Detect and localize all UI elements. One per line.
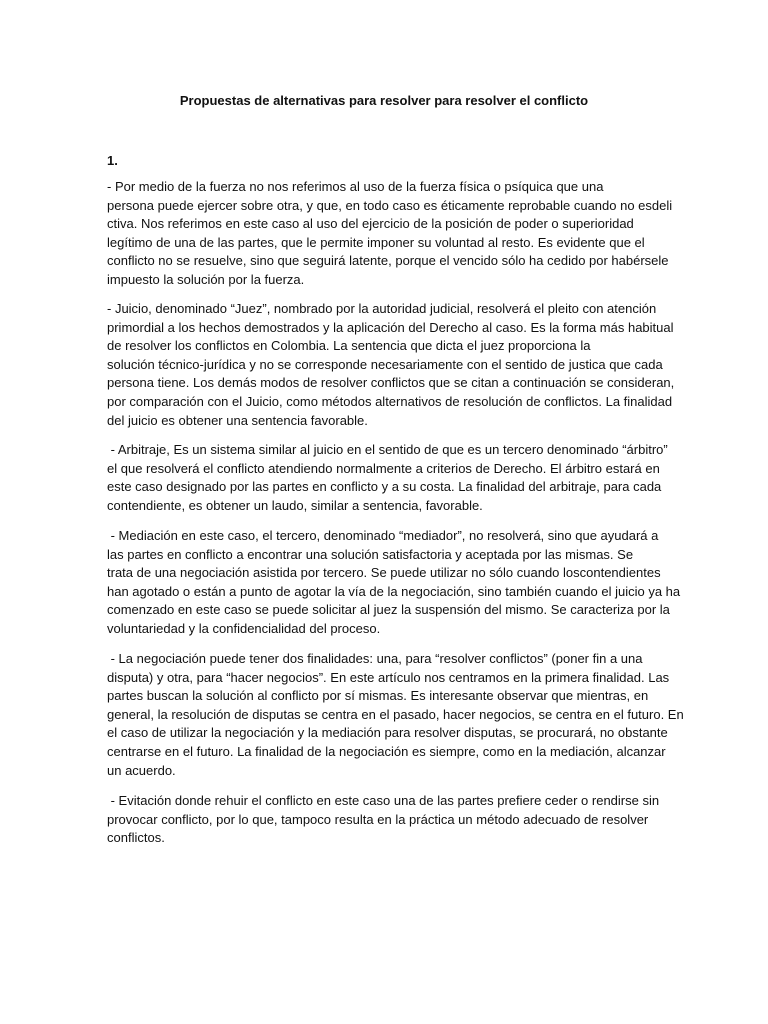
paragraph-line: persona puede ejercer sobre otra, y que, en todo caso es éticamente reprobable cuando no esdeli xyxy=(107,197,673,213)
paragraph-line: solución técnico-jurídica y no se corresponde necesariamente con el sentido de justica que cada xyxy=(107,356,663,372)
paragraph-line: el caso de utilizar la negociación y la mediación para resolver disputas, se procurará, no obstante xyxy=(107,725,668,741)
paragraph-line: comenzado en este caso se puede solicitar al juez la suspensión del mismo. Se caracteriza por la xyxy=(107,602,670,618)
document-title: Propuestas de alternativas para resolver para resolver el conflicto xyxy=(179,93,589,108)
paragraph-line: ctiva. Nos referimos en este caso al uso del ejercicio de la posición de poder o superioridad xyxy=(107,216,634,232)
paragraph-line: - Por medio de la fuerza no nos referimos al uso de la fuerza física o psíquica que una xyxy=(107,179,604,194)
paragraph-line: por comparación con el Juicio, como métodos alternativos de resolución de conflictos. La finalidad xyxy=(107,393,673,409)
paragraph-arbitraje xyxy=(107,441,667,515)
paragraph-line: un acuerdo. xyxy=(107,762,176,778)
paragraph-negociacion xyxy=(107,650,684,780)
paragraph-line: de resolver los conflictos en Colombia. La sentencia que dicta el juez proporciona la xyxy=(107,338,591,354)
paragraph-line: el que resolverá el conflicto atendiendo normalmente a criterios de Derecho. El árbitro estará en xyxy=(107,460,660,476)
paragraph-line: - Evitación donde rehuir el conflicto en este caso una de las partes prefiere ceder o rendirse sin xyxy=(107,793,660,808)
paragraph-line: general, la resolución de disputas se centra en el pasado, hacer negocios, se centra en el futuro. En xyxy=(107,706,684,722)
paragraph-line: - La negociación puede tener dos finalidades: una, para “resolver conflictos” (poner fin a una xyxy=(107,651,643,666)
paragraph-line: las partes en conflicto a encontrar una solución satisfactoria y aceptada por las mismas. Se xyxy=(107,546,634,562)
paragraph-line: persona tiene. Los demás modos de resolver conflictos que se citan a continuación se consideran, xyxy=(107,375,675,391)
paragraph-line: primordial a los hechos demostrados y la aplicación del Derecho al caso. Es la forma más habitual xyxy=(107,319,674,335)
paragraph-line: - Arbitraje, Es un sistema similar al juicio en el sentido de que es un tercero denominado “árbitro” xyxy=(107,442,668,457)
paragraph-line: provocar conflicto, por lo que, tampoco resulta en la práctica un método adecuado de resolver xyxy=(107,811,649,827)
paragraph-line: conflictos. xyxy=(107,830,165,846)
paragraph-line: este caso designado por las partes en conflicto y a su costa. La finalidad del arbitraje, para cada xyxy=(107,479,662,495)
paragraph-line: voluntariedad y la confidencialidad del proceso. xyxy=(107,620,381,636)
paragraph-line: impuesto la solución por la fuerza. xyxy=(107,271,305,287)
paragraph-juicio xyxy=(107,300,675,430)
paragraph-line: legítimo de una de las partes, que le permite imponer su voluntad al resto. Es evidente que el xyxy=(107,234,645,250)
paragraph-line: - Juicio, denominado “Juez”, nombrado por la autoridad judicial, resolverá el pleito con atención xyxy=(107,301,657,316)
paragraph-mediacion xyxy=(107,527,681,639)
paragraph-line: trata de una negociación asistida por tercero. Se puede utilizar no sólo cuando loscontendientes xyxy=(107,565,661,581)
paragraph-evitacion xyxy=(107,792,667,848)
paragraph-line: del juicio es obtener una sentencia favorable. xyxy=(107,412,368,428)
paragraph-fuerza xyxy=(107,178,673,290)
section-number: 1. xyxy=(107,153,118,168)
paragraph-line: contendiente, es obtener un laudo, similar a sentencia, favorable. xyxy=(107,497,483,513)
paragraph-line: conflicto no se resuelve, sino que seguirá latente, porque el vencido sólo ha cedido por habérsele xyxy=(107,253,669,269)
paragraph-line: han agotado o están a punto de agotar la vía de la negociación, sino también cuando el juicio ya ha xyxy=(107,583,681,599)
paragraph-line: partes buscan la solución al conflicto por sí mismas. Es interesante observar que mientras, en xyxy=(107,688,649,704)
paragraph-line: disputa) y otra, para “hacer negocios”. En este artículo nos centramos en la primera finalidad. Las xyxy=(107,669,670,685)
paragraph-line: centrarse en el futuro. La finalidad de la negociación es siempre, como en la mediación, alcanzar xyxy=(107,743,666,759)
paragraph-line: - Mediación en este caso, el tercero, denominado “mediador”, no resolverá, sino que ayudará a xyxy=(107,528,659,543)
